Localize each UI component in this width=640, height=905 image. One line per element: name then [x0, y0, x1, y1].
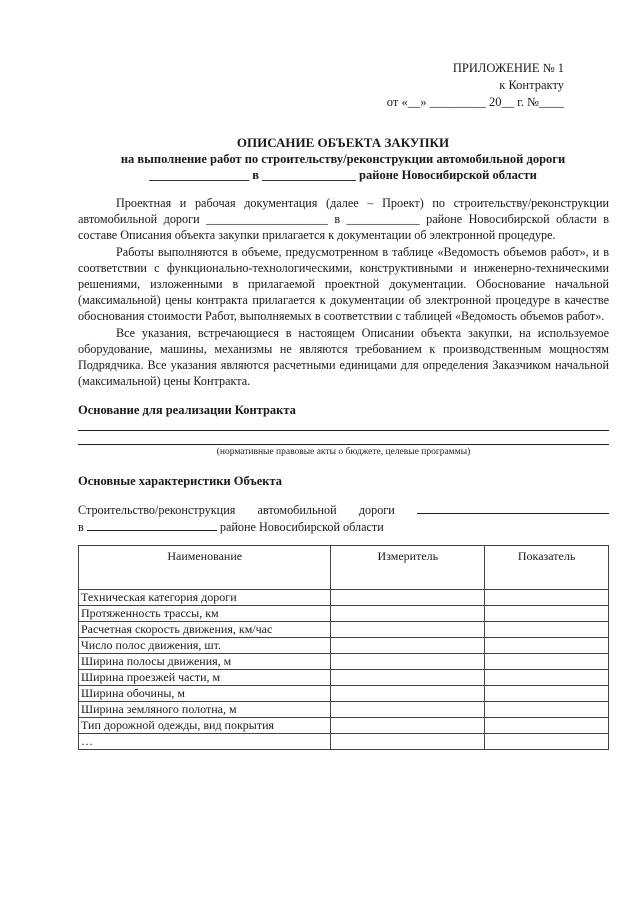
row-name: Ширина земляного полотна, м — [79, 702, 331, 718]
row-value — [485, 590, 609, 606]
basis-caption: (нормативные правовые акты о бюджете, целевые программы) — [216, 447, 471, 457]
row-name: Расчетная скорость движения, км/час — [79, 622, 331, 638]
row-unit — [331, 686, 485, 702]
row-value — [485, 638, 609, 654]
table-row — [79, 670, 609, 686]
paragraph-notes: Все указания, встречающиеся в настоящем Описании объекта закупки, на используемое оборудование, машины, механизмы не являются требованием к производственным мощностям Подрядчика. Все указания являются расчетными единицами для определения Заказчиком начальной (максимальной) цены Контракта. — [78, 325, 609, 389]
row-name: Ширина полосы движения, м — [79, 654, 331, 670]
appendix-header — [387, 60, 564, 111]
table-header-row — [79, 546, 609, 590]
table-row — [79, 686, 609, 702]
appendix-number: ПРИЛОЖЕНИЕ № 1 — [452, 61, 564, 75]
document-subtitle-1: на выполнение работ по строительству/реконструкции автомобильной дороги — [120, 152, 566, 166]
row-unit — [331, 654, 485, 670]
row-value — [485, 718, 609, 734]
row-value — [485, 702, 609, 718]
row-name: Протяженность трассы, км — [79, 606, 331, 622]
header-name: Наименование — [79, 546, 331, 590]
basis-heading: Основание для реализации Контракта — [78, 403, 296, 417]
table-row — [79, 734, 609, 750]
row-name: … — [79, 734, 331, 750]
row-name: Ширина обочины, м — [79, 686, 331, 702]
table-row — [79, 622, 609, 638]
row-unit — [331, 702, 485, 718]
document-subtitle-2: ________________ в _______________ районе Новосибирской области — [149, 168, 537, 182]
row-value — [485, 622, 609, 638]
row-value — [485, 686, 609, 702]
row-name: Техническая категория дороги — [79, 590, 331, 606]
paragraph-works: Работы выполняются в объеме, предусмотренном в таблице «Ведомость объемов работ», и в соответствии с функционально-технологическими, конструктивными и инженерно-техническими решениями, изложенными в прилагаемой проектной документации. Обоснование начальной (максимальной) цены контракта прилагается к документации об электронной процедуре в качестве обоснования стоимости Работ, выполняемых в соответствии с таблицей «Ведомость объемов работ». — [78, 244, 609, 324]
characteristics-table — [78, 545, 609, 750]
char-word-1: Строительство/реконструкция — [78, 503, 236, 517]
row-name: Тип дорожной одежды, вид покрытия — [79, 718, 331, 734]
document-title: ОПИСАНИЕ ОБЪЕКТА ЗАКУПКИ — [236, 135, 450, 150]
row-unit — [331, 718, 485, 734]
row-value — [485, 654, 609, 670]
char-prefix: в — [78, 520, 84, 534]
header-unit: Измеритель — [331, 546, 485, 590]
table-row — [79, 702, 609, 718]
row-name: Число полос движения, шт. — [79, 638, 331, 654]
table-row — [79, 654, 609, 670]
table-row — [79, 638, 609, 654]
basis-line-1 — [78, 430, 609, 431]
table-row — [79, 590, 609, 606]
char-word-2: автомобильной — [257, 503, 337, 517]
row-unit — [331, 622, 485, 638]
appendix-date-number: от «__» _________ 20__ г. №____ — [386, 95, 564, 109]
row-value — [485, 734, 609, 750]
characteristics-road-line — [78, 502, 609, 536]
basis-line-2 — [78, 444, 609, 445]
characteristics-heading: Основные характеристики Объекта — [78, 474, 283, 488]
table-row — [79, 718, 609, 734]
document-title-block — [78, 135, 608, 183]
header-value: Показатель — [485, 546, 609, 590]
district-blank — [87, 519, 217, 531]
row-name: Ширина проезжей части, м — [79, 670, 331, 686]
char-word-3: дороги — [358, 503, 395, 517]
row-unit — [331, 606, 485, 622]
row-unit — [331, 670, 485, 686]
row-value — [485, 670, 609, 686]
road-name-blank — [417, 502, 609, 514]
row-unit — [331, 638, 485, 654]
char-suffix: районе Новосибирской области — [219, 520, 384, 534]
table-row — [79, 606, 609, 622]
body-text — [78, 195, 609, 389]
row-value — [485, 606, 609, 622]
appendix-contract-ref: к Контракту — [499, 78, 564, 92]
row-unit — [331, 734, 485, 750]
row-unit — [331, 590, 485, 606]
paragraph-project: Проектная и рабочая документация (далее – Проект) по строительству/реконструкции автомобильной дороги ____________________ в ____________ районе Новосибирской области в составе Описания объекта закупки прилагается к документации об электронной процедуре. — [78, 196, 609, 243]
